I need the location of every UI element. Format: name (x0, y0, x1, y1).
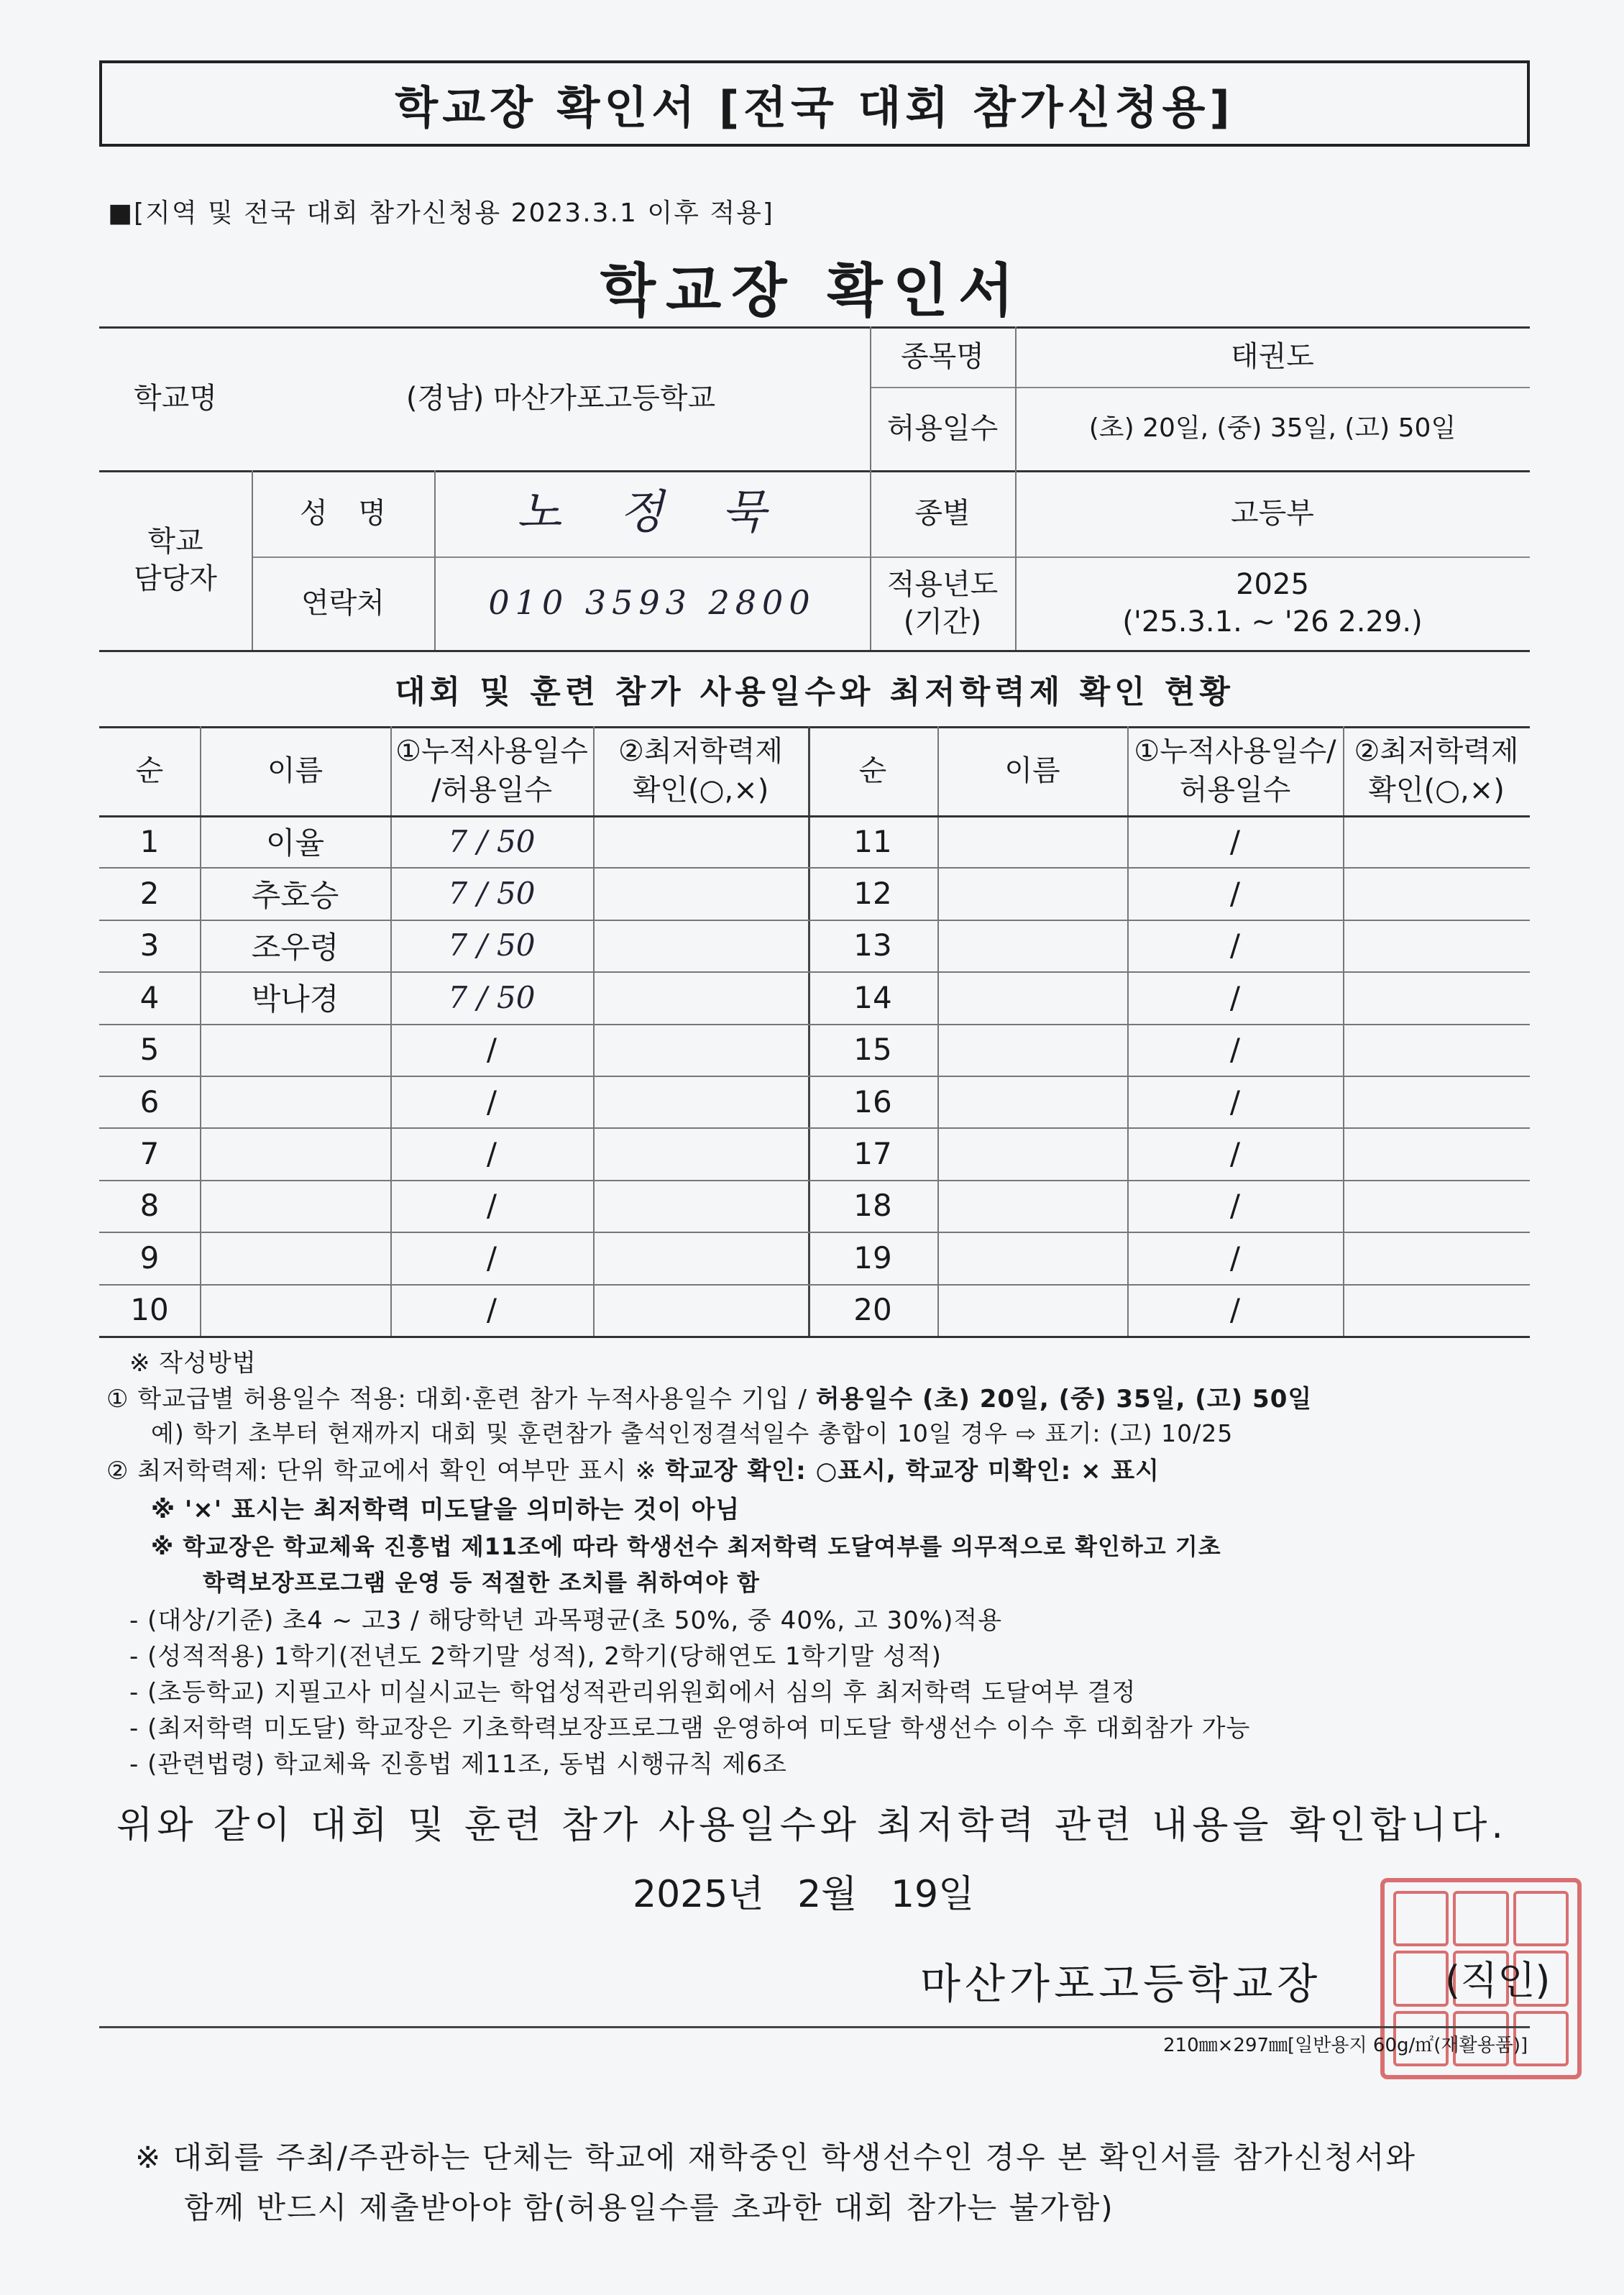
min-academic-check-right (1343, 1284, 1530, 1336)
row-number: 3 (139, 927, 160, 963)
staff-name-label: 성 명 (300, 497, 386, 530)
header-days (390, 726, 593, 815)
athlete-name-right (937, 1180, 1127, 1232)
allowed-days-label: 허용일수 (886, 412, 999, 445)
min-academic-check (593, 971, 808, 1023)
header-no-right: 순 (858, 754, 887, 787)
athlete-name (200, 1024, 390, 1076)
row-number: 2 (139, 876, 160, 912)
min-academic-check-right (1343, 815, 1530, 867)
athlete-name: 박나경 (251, 981, 339, 1017)
header-days-right-line1: ①누적사용일수/ (1134, 735, 1336, 768)
row-number-right: 13 (853, 927, 892, 963)
row-number: 8 (139, 1188, 160, 1224)
days-used-right: / (1229, 1084, 1241, 1119)
min-academic-check-right (1343, 867, 1530, 919)
athlete-name-right (937, 1076, 1127, 1127)
header-name: 이름 (267, 754, 324, 787)
min-academic-check (593, 1284, 808, 1336)
confirmation-statement: 위와 같이 대회 및 훈련 참가 사용일수와 최저학력 관련 내용을 확인합니다. (116, 1804, 1508, 1847)
year-value (1015, 556, 1530, 650)
header-days-line2: /허용일수 (431, 774, 553, 807)
row-number: 7 (139, 1136, 160, 1172)
days-used-right: / (1229, 1188, 1241, 1224)
table-row (99, 1024, 1530, 1076)
row-number: 10 (130, 1292, 169, 1328)
header-check-right-line1: ②최저학력제 (1354, 735, 1519, 768)
min-academic-check (593, 1180, 808, 1232)
athlete-name-right (937, 1127, 1127, 1179)
athlete-name (200, 1232, 390, 1283)
min-academic-check-right (1343, 1076, 1530, 1127)
instruction-line-1-text: ① 학교급별 허용일수 적용: 대회·훈련 참가 누적사용일수 기입 / (106, 1385, 816, 1414)
instruction-line-4: ※ '×' 표시는 최저학력 미도달을 의미하는 것이 아님 (151, 1495, 740, 1524)
days-used: 7 / 50 (448, 876, 536, 912)
athlete-name-right (937, 920, 1127, 971)
issue-date: 2025년 2월 19일 (633, 1873, 975, 1916)
athlete-name-right (937, 1024, 1127, 1076)
row-number: 9 (139, 1240, 160, 1275)
row-number-right: 20 (853, 1292, 892, 1328)
header-check-line2: 확인(○,×) (632, 774, 769, 807)
min-academic-check-right (1343, 1127, 1530, 1179)
staff-name-value: 노 정 묵 (516, 486, 788, 540)
days-used-right: / (1229, 1136, 1241, 1172)
paper-spec-note: 210㎜×297㎜[일반용지 60g/㎡(재활용품)] (1163, 2035, 1528, 2056)
school-name-label: 학교명 (134, 382, 217, 415)
days-used-right: / (1229, 823, 1241, 859)
athlete-name: 추호승 (251, 877, 339, 913)
min-academic-check-right (1343, 1232, 1530, 1283)
footnote-line-1: ※ 대회를 주최/주관하는 단체는 학교에 재학중인 학생선수인 경우 본 확인서를 참가신청서와 (135, 2140, 1417, 2175)
instruction-line-3-text: ② 최저학력제: 단위 학교에서 확인 여부만 표시 ※ (106, 1457, 666, 1485)
instruction-line-3 (106, 1451, 1160, 1486)
header-days-right-line2: 허용일수 (1179, 774, 1291, 807)
staff-label-line2: 담당자 (134, 562, 217, 595)
header-name-right: 이름 (1004, 754, 1060, 787)
contact-value: 010 3593 2800 (488, 583, 816, 623)
min-academic-check (593, 1127, 808, 1179)
instruction-line-5: ※ 학교장은 학교체육 진흥법 제11조에 따라 학생선수 최저학력 도달여부를 의무적으로 확인하고 기초 (151, 1533, 1221, 1560)
instruction-line-1 (106, 1379, 1312, 1414)
athlete-name (200, 1284, 390, 1336)
instruction-line-2: 예) 학기 초부터 현재까지 대회 및 훈련참가 출석인정결석일수 총합이 10일 경우 ⇨ 표기: (고) 10/25 (151, 1419, 1234, 1447)
table-row (99, 1284, 1530, 1336)
min-academic-check (593, 1232, 808, 1283)
athlete-name (200, 1076, 390, 1127)
sport-value: 태권도 (1231, 340, 1314, 373)
days-used: / (486, 1136, 497, 1172)
table-row (99, 971, 1530, 1023)
header-check-right (1343, 726, 1530, 815)
contact-label: 연락처 (301, 587, 385, 620)
instruction-line-3-bold: 학교장 확인: ○표시, 학교장 미확인: × 표시 (665, 1457, 1160, 1485)
min-academic-check-right (1343, 971, 1530, 1023)
days-used: 7 / 50 (448, 823, 536, 859)
days-used: / (486, 1188, 497, 1224)
athlete-name-right (937, 1284, 1127, 1336)
min-academic-check-right (1343, 1180, 1530, 1232)
header-check-right-line2: 확인(○,×) (1368, 774, 1505, 807)
min-academic-check (593, 920, 808, 971)
division-value: 고등부 (1231, 497, 1314, 530)
instruction-line-8: - (성적적용) 1학기(전년도 2학기말 성적), 2학기(당해연도 1학기말 성적) (129, 1642, 942, 1671)
row-number-right: 17 (853, 1136, 892, 1172)
table-row (99, 1232, 1530, 1283)
table-header-row (99, 726, 1530, 815)
staff-label (99, 470, 252, 650)
days-used: / (486, 1292, 497, 1328)
days-used: 7 / 50 (448, 979, 536, 1015)
instruction-line-1-bold: 허용일수 (초) 20일, (중) 35일, (고) 50일 (815, 1385, 1313, 1414)
header-check (593, 726, 808, 815)
division-label: 종별 (914, 497, 971, 530)
table-row (99, 1127, 1530, 1179)
instruction-line-9: - (초등학교) 지필고사 미실시교는 학업성적관리위원회에서 심의 후 최저학력 도달여부 결정 (129, 1678, 1137, 1707)
instruction-line-6: 학력보장프로그램 운영 등 적절한 조치를 취하여야 함 (203, 1569, 760, 1596)
year-value-period: ('25.3.1. ~ '26 2.29.) (1122, 605, 1423, 638)
table-row (99, 815, 1530, 867)
row-number: 6 (139, 1084, 160, 1119)
days-used: / (486, 1084, 497, 1119)
info-block (99, 326, 1530, 651)
table-row (99, 1076, 1530, 1127)
instruction-line-7: - (대상/기준) 초4 ~ 고3 / 해당학년 과목평균(초 50%, 중 40%, 고 30%)적용 (129, 1606, 1003, 1635)
header-days-line1: ①누적사용일수 (395, 735, 588, 768)
row-number-right: 14 (853, 979, 892, 1015)
athlete-name-right (937, 867, 1127, 919)
instruction-line-11: - (관련법령) 학교체육 진흥법 제11조, 동법 시행규칙 제6조 (129, 1750, 787, 1779)
athlete-name (200, 1180, 390, 1232)
table-row (99, 920, 1530, 971)
min-academic-check (593, 1076, 808, 1127)
min-academic-check (593, 867, 808, 919)
row-number: 1 (139, 823, 160, 859)
footnote-line-2: 함께 반드시 제출받아야 함(허용일수를 초과한 대회 참가는 불가함) (184, 2190, 1114, 2225)
row-number-right: 12 (853, 876, 892, 912)
header-days-right (1127, 726, 1343, 815)
year-label-line2: (기간) (903, 605, 982, 638)
days-used: / (486, 1240, 497, 1275)
athlete-name: 이율 (265, 825, 325, 861)
days-used-right: / (1229, 1032, 1241, 1068)
days-used-right: / (1229, 1240, 1241, 1275)
row-number-right: 18 (853, 1188, 892, 1224)
days-used-right: / (1229, 1292, 1241, 1328)
row-number-right: 19 (853, 1240, 892, 1275)
athlete-name-right (937, 815, 1127, 867)
athlete-name-right (937, 971, 1127, 1023)
divider (99, 2026, 1530, 2028)
signer-name: 마산가포고등학교장 (920, 1959, 1322, 2008)
row-number-right: 16 (853, 1084, 892, 1119)
school-name-value: (경남) 마산가포고등학교 (405, 382, 716, 415)
header-no: 순 (135, 754, 164, 787)
page-title: 학교장 확인서 (600, 257, 1024, 324)
days-used: / (486, 1032, 497, 1068)
sport-label: 종목명 (901, 340, 984, 373)
row-number: 5 (139, 1032, 160, 1068)
year-value-year: 2025 (1236, 568, 1309, 601)
header-check-line1: ②최저학력제 (618, 735, 784, 768)
athlete-name (200, 1127, 390, 1179)
row-number-right: 11 (853, 823, 892, 859)
min-academic-check-right (1343, 920, 1530, 971)
table-row (99, 1180, 1530, 1232)
min-academic-check (593, 1024, 808, 1076)
days-used-right: / (1229, 927, 1241, 963)
allowed-days-value: (초) 20일, (중) 35일, (고) 50일 (1088, 413, 1456, 443)
athlete-name: 조우령 (251, 929, 339, 965)
athlete-table (99, 726, 1530, 1337)
days-used-right: / (1229, 876, 1241, 912)
staff-label-line1: 학교 (147, 525, 203, 558)
instruction-line-10: - (최저학력 미도달) 학교장은 기초학력보장프로그램 운영하여 미도달 학생선수 이수 후 대회참가 가능 (129, 1714, 1251, 1743)
document-header-title: 학교장 확인서 [전국 대회 참가신청용] (99, 60, 1530, 147)
days-used-right: / (1229, 979, 1241, 1015)
min-academic-check (593, 815, 808, 867)
table-row (99, 867, 1530, 919)
row-number-right: 15 (853, 1032, 892, 1068)
athlete-name-right (937, 1232, 1127, 1283)
row-number: 4 (139, 979, 160, 1015)
section-title: 대회 및 훈련 참가 사용일수와 최저학력제 확인 현황 (395, 674, 1234, 710)
application-note: ■[지역 및 전국 대회 참가신청용 2023.3.1 이후 적용] (108, 198, 774, 228)
year-label-line1: 적용년도 (886, 568, 999, 601)
year-label (870, 556, 1015, 650)
min-academic-check-right (1343, 1024, 1530, 1076)
seal-label: (직인) (1445, 1958, 1551, 2003)
days-used: 7 / 50 (448, 927, 536, 963)
instructions-heading: ※ 작성방법 (129, 1349, 257, 1378)
